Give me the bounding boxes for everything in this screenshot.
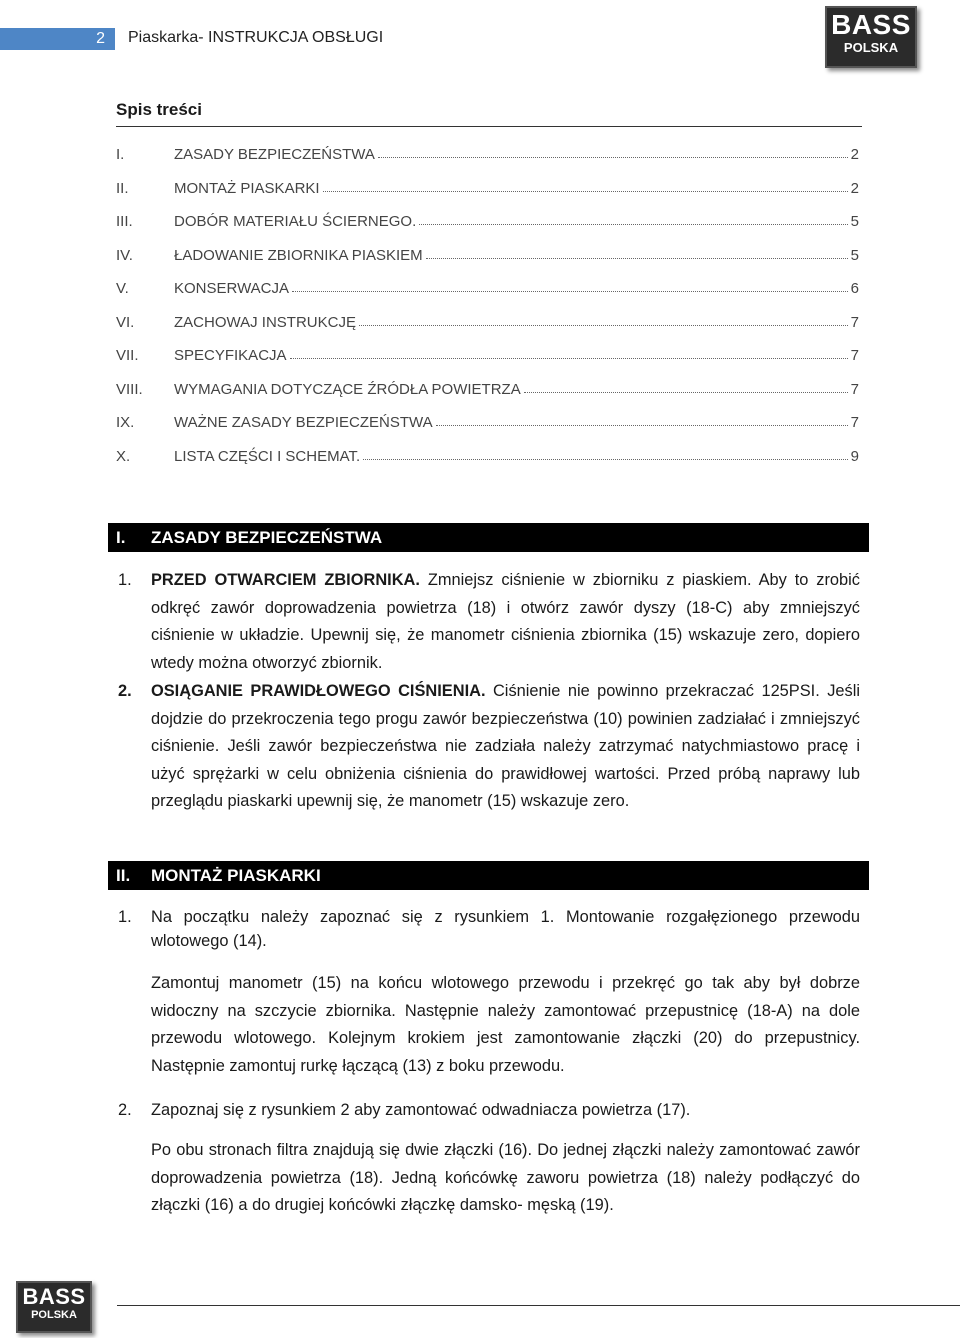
section-number: II.	[116, 866, 131, 885]
toc-entry[interactable]	[116, 280, 859, 314]
toc-entry[interactable]	[116, 180, 859, 214]
section-title: MONTAŻ PIASKARKI	[151, 866, 321, 885]
section1-item-1	[118, 567, 860, 677]
header-page-band	[0, 28, 115, 50]
toc-divider	[116, 126, 862, 127]
toc-leader	[290, 347, 848, 359]
section2-item-1-paragraph: Zamontuj manometr (15) na końcu wlotowego przewodu i przekręć go tak aby był dobrze widoczny na szczycie zbiornika. Następnie należy zamontować przepustnicę (18-A) na dole przewodu wlotowego. Kolejnym krokiem jest zamontowanie złączki (20) do przepustnicy. Następnie zamontuj rurkę łączącą (13) z boku przewodu.	[151, 974, 860, 1075]
table-of-contents	[116, 146, 859, 481]
toc-entry-num: V.	[116, 280, 129, 297]
toc-entry[interactable]	[116, 347, 859, 381]
item-lead: OSIĄGANIE PRAWIDŁOWEGO CIŚNIENIA.	[151, 682, 486, 700]
toc-entry-title: WAŻNE ZASADY BEZPIECZEŃSTWA	[174, 414, 433, 431]
logo-line1: BASS	[831, 9, 911, 40]
toc-entry-page: 6	[850, 280, 859, 297]
toc-leader	[363, 448, 848, 460]
toc-entry-num: IV.	[116, 246, 133, 264]
toc-entry[interactable]	[116, 448, 859, 482]
page-number: 2	[96, 30, 105, 47]
toc-entry-page: 7	[850, 313, 859, 331]
toc-entry-num: II.	[116, 179, 129, 197]
toc-entry-title: LISTA CZĘŚCI I SCHEMAT.	[174, 447, 361, 465]
bass-polska-logo	[825, 6, 917, 68]
toc-entry[interactable]	[116, 146, 859, 180]
bass-polska-logo-footer	[16, 1281, 92, 1333]
toc-entry-num: III.	[116, 213, 133, 230]
toc-entry-page: 9	[850, 447, 859, 465]
item-text: Zapoznaj się z rysunkiem 2 aby zamontować odwadniacza powietrza (17).	[151, 1101, 691, 1119]
toc-entry-title: ZACHOWAJ INSTRUKCJĘ	[174, 313, 356, 331]
toc-leader	[359, 314, 848, 326]
section2-item-1	[118, 905, 860, 953]
toc-leader	[436, 414, 848, 426]
toc-entry-title: ZASADY BEZPIECZEŃSTWA	[174, 146, 375, 163]
item-number: 1.	[118, 571, 132, 589]
section-heading-bar	[108, 861, 869, 890]
toc-entry[interactable]	[116, 381, 859, 415]
section2-item-2	[118, 1097, 860, 1125]
toc-entry-page: 2	[850, 179, 859, 197]
toc-entry-num: IX.	[116, 414, 135, 431]
section2-item-2-paragraph: Po obu stronach filtra znajdują się dwie złączki (16). Do jednej złączki należy zamontować zawór doprowadzenia powietrza (18). Jedną końcówkę zaworu powietrza (18) należy podłączyć do złączki (16) a do drugiej końcówki złączkę damsko- męską (19).	[151, 1141, 860, 1215]
item-text: Ciśnienie nie powinno przekraczać 125PSI. Jeśli dojdzie do przekroczenia tego progu zawór bezpieczeństwa (10) powinien zadziałać i zmniejszyć ciśnienie. Jeśli zawór bezpieczeństwa nie zadziała należy zatrzymać natychmiastowo pracę i użyć sprężarki w celu obniżenia ciśnienia do prawidłowej wartości. Przed próbą naprawy lub przeglądu piaskarki upewnij się, że manometr (15) wskazuje zero.	[151, 682, 860, 811]
toc-entry-page: 7	[850, 347, 859, 364]
toc-leader	[524, 381, 848, 393]
toc-entry-page: 7	[850, 380, 859, 398]
toc-entry[interactable]	[116, 414, 859, 448]
toc-entry-title: SPECYFIKACJA	[174, 347, 287, 364]
toc-entry-title: KONSERWACJA	[174, 280, 290, 297]
toc-entry[interactable]	[116, 314, 859, 348]
toc-entry-num: VIII.	[116, 380, 143, 398]
toc-leader	[323, 180, 848, 192]
toc-entry-page: 2	[850, 146, 859, 163]
toc-entry-num: X.	[116, 447, 131, 465]
item-text: Zmniejsz ciśnienie w zbiorniku z piaskiem. Aby to zrobić odkręć zawór doprowadzenia powietrza (18) i otwórz zawór dyszy (18-C) aby zmniejszyć ciśnienie w układzie. Upewnij się, że manometr ciśnienia zbiornika (15) wskazuje zero, dopiero wtedy można otworzyć zbiornik.	[151, 571, 861, 672]
toc-entry-title: DOBÓR MATERIAŁU ŚCIERNEGO.	[174, 213, 417, 230]
item-text: Na początku należy zapoznać się z rysunkiem 1. Montowanie rozgałęzionego przewodu wlotowego (14).	[151, 908, 860, 950]
toc-entry-num: I.	[116, 146, 125, 163]
item-number: 1.	[118, 908, 132, 926]
toc-entry-page: 5	[850, 246, 859, 264]
toc-leader	[292, 280, 848, 292]
section-title: ZASADY BEZPIECZEŃSTWA	[151, 528, 383, 547]
toc-leader	[419, 213, 847, 225]
toc-entry-title: ŁADOWANIE ZBIORNIKA PIASKIEM	[174, 246, 423, 264]
section1-item-2	[118, 678, 860, 816]
logo-line1: BASS	[22, 1284, 86, 1309]
toc-entry[interactable]	[116, 247, 859, 281]
toc-entry-page: 5	[850, 213, 859, 230]
toc-entry-title: MONTAŻ PIASKARKI	[174, 179, 320, 197]
header-title: Piaskarka- INSTRUKCJA OBSŁUGI	[128, 29, 384, 46]
section-number: I.	[116, 528, 126, 547]
item-number: 2.	[118, 1101, 132, 1119]
footer-divider	[117, 1305, 960, 1306]
toc-entry-title: WYMAGANIA DOTYCZĄCE ŹRÓDŁA POWIETRZA	[174, 380, 521, 398]
toc-entry-page: 7	[850, 414, 859, 431]
logo-line2: POLSKA	[843, 40, 899, 55]
item-number: 2.	[118, 682, 132, 700]
toc-leader	[378, 146, 848, 158]
logo-line2: POLSKA	[31, 1309, 77, 1321]
section-heading-bar	[108, 523, 869, 552]
toc-entry[interactable]	[116, 213, 859, 247]
toc-leader	[426, 247, 848, 259]
toc-entry-num: VI.	[116, 313, 135, 331]
item-lead: PRZED OTWARCIEM ZBIORNIKA.	[151, 571, 420, 589]
toc-heading: Spis treści	[116, 100, 202, 119]
toc-entry-num: VII.	[116, 347, 139, 364]
